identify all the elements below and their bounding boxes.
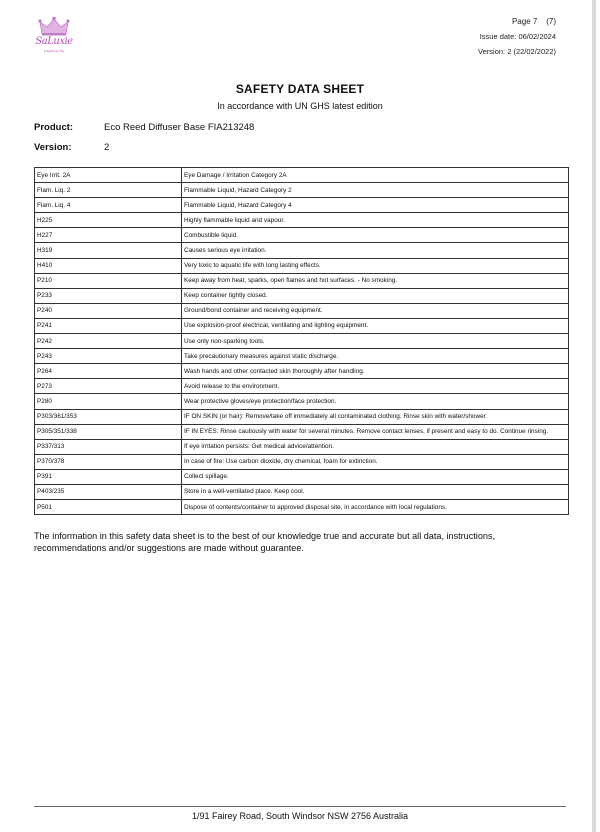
hazard-code-cell: P240 — [35, 303, 182, 318]
hazard-code-cell: P243 — [35, 349, 182, 364]
table-row — [35, 213, 569, 228]
hazard-code-cell: P241 — [35, 318, 182, 333]
product-value: Eco Reed Diffuser Base FIA213248 — [104, 122, 255, 133]
hazard-code-cell: P391 — [35, 469, 182, 484]
table-row — [35, 484, 569, 499]
hazard-code-cell: Eye Irrit. 2A — [35, 168, 182, 183]
table-row — [35, 500, 569, 515]
hazard-text-cell: Store in a well-ventilated place. Keep cool. — [182, 484, 569, 499]
table-row — [35, 469, 569, 484]
issue-date: Issue date: 06/02/2024 — [479, 32, 556, 41]
hazard-text-cell: Highly flammable liquid and vapour. — [182, 213, 569, 228]
disclaimer-text: The information in this safety data sheet is to the best of our knowledge true and accurate but all data, instructions, recommendations and/or suggestions are made without guarantee. — [34, 531, 496, 553]
hazard-code-cell: Flam. Liq. 4 — [35, 198, 182, 213]
hazard-text-cell: Collect spillage. — [182, 469, 569, 484]
hazard-text-cell: Wash hands and other contacted skin thoroughly after handling. — [182, 364, 569, 379]
table-row — [35, 409, 569, 424]
hazard-text-cell: Keep container tightly closed. — [182, 288, 569, 303]
hazard-text-cell: Combustible liquid. — [182, 228, 569, 243]
hazard-text-cell: Causes serious eye irritation. — [182, 243, 569, 258]
hazard-code-cell: P337/313 — [35, 439, 182, 454]
table-row — [35, 379, 569, 394]
footer-address: 1/91 Fairey Road, South Windsor NSW 2756 Australia — [191, 811, 409, 821]
hazard-text-cell: Ground/bond container and receiving equipment. — [182, 303, 569, 318]
hazard-text-cell: Flammable Liquid, Hazard Category 4 — [182, 198, 569, 213]
hazard-code-cell: P280 — [35, 394, 182, 409]
hazard-code-cell: P242 — [35, 334, 182, 349]
document-subtitle: In accordance with UN GHS latest edition — [217, 101, 383, 111]
hazard-text-cell: Dispose of contents/container to approved disposal site, in accordance with local regulations. — [182, 500, 569, 515]
table-row — [35, 198, 569, 213]
logo-subtext: Fragrances Pty — [43, 49, 65, 53]
hazard-code-cell: P303/361/353 — [35, 409, 182, 424]
hazard-code-cell: P403/235 — [35, 484, 182, 499]
table-row — [35, 439, 569, 454]
hazard-code-cell: H225 — [35, 213, 182, 228]
table-row — [35, 318, 569, 333]
table-row — [35, 288, 569, 303]
hazard-text-cell: Very toxic to aquatic life with long lasting effects. — [182, 258, 569, 273]
hazard-code-cell: P305/351/338 — [35, 424, 182, 439]
hazard-code-cell: P264 — [35, 364, 182, 379]
page-number — [478, 14, 556, 29]
table-row — [35, 243, 569, 258]
hazard-text-cell: Keep away from heat, sparks, open flames and hot surfaces. - No smoking. — [182, 273, 569, 288]
table-row — [35, 258, 569, 273]
logo-wordmark: SaLuxie — [35, 36, 73, 47]
hazard-code-cell: Flam. Liq. 2 — [35, 183, 182, 198]
table-row — [35, 303, 569, 318]
version-line: Version: 2 (22/02/2022) — [478, 47, 556, 56]
hazard-text-cell: IF ON SKIN (or hair): Remove/take off immediately all contaminated clothing. Rinse skin with water/shower. — [182, 409, 569, 424]
table-row — [35, 394, 569, 409]
hazard-text-cell: Take precautionary measures against static discharge. — [182, 349, 569, 364]
page-total: (7) — [546, 17, 556, 26]
hazard-text-cell: Flammable Liquid, Hazard Category 2 — [182, 183, 569, 198]
table-row — [35, 228, 569, 243]
version-label: Version: — [34, 142, 72, 153]
hazard-text-cell: Avoid release to the environment. — [182, 379, 569, 394]
page-label: Page 7 — [511, 17, 538, 26]
hazard-code-cell: H319 — [35, 243, 182, 258]
hazard-code-cell: H227 — [35, 228, 182, 243]
hazard-code-cell: P233 — [35, 288, 182, 303]
table-row — [35, 364, 569, 379]
table-row — [35, 168, 569, 183]
hazard-text-cell: Wear protective gloves/eye protection/face protection. — [182, 394, 569, 409]
hazard-code-cell: P210 — [35, 273, 182, 288]
table-row — [35, 334, 569, 349]
document-title: SAFETY DATA SHEET — [235, 82, 365, 96]
hazard-code-cell: P370/378 — [35, 454, 182, 469]
hazard-text-cell: In case of fire: Use carbon dioxide, dry chemical, foam for extinction. — [182, 454, 569, 469]
hazard-text-cell: Eye Damage / Irritation Category 2A — [182, 168, 569, 183]
table-row — [35, 454, 569, 469]
document-meta — [478, 14, 556, 59]
company-logo — [34, 16, 74, 56]
table-row — [35, 349, 569, 364]
hazard-code-cell: H410 — [35, 258, 182, 273]
hazard-text-cell: IF IN EYES: Rinse cautiously with water for several minutes. Remove contact lenses, if present and easy to do. Continue rinsing. — [182, 424, 569, 439]
product-label: Product: — [34, 122, 74, 133]
table-row — [35, 273, 569, 288]
hazard-text-cell: If eye irritation persists: Get medical advice/attention. — [182, 439, 569, 454]
hazard-code-cell: P273 — [35, 379, 182, 394]
crown-icon — [34, 16, 74, 38]
table-row — [35, 183, 569, 198]
table-row — [35, 424, 569, 439]
footer-divider — [34, 806, 566, 807]
version-value: 2 — [104, 142, 110, 153]
hazard-code-cell: P501 — [35, 500, 182, 515]
hazard-statements-table — [34, 167, 569, 515]
hazard-text-cell: Use explosion-proof electrical, ventilating and lighting equipment. — [182, 318, 569, 333]
hazard-text-cell: Use only non-sparking tools. — [182, 334, 569, 349]
